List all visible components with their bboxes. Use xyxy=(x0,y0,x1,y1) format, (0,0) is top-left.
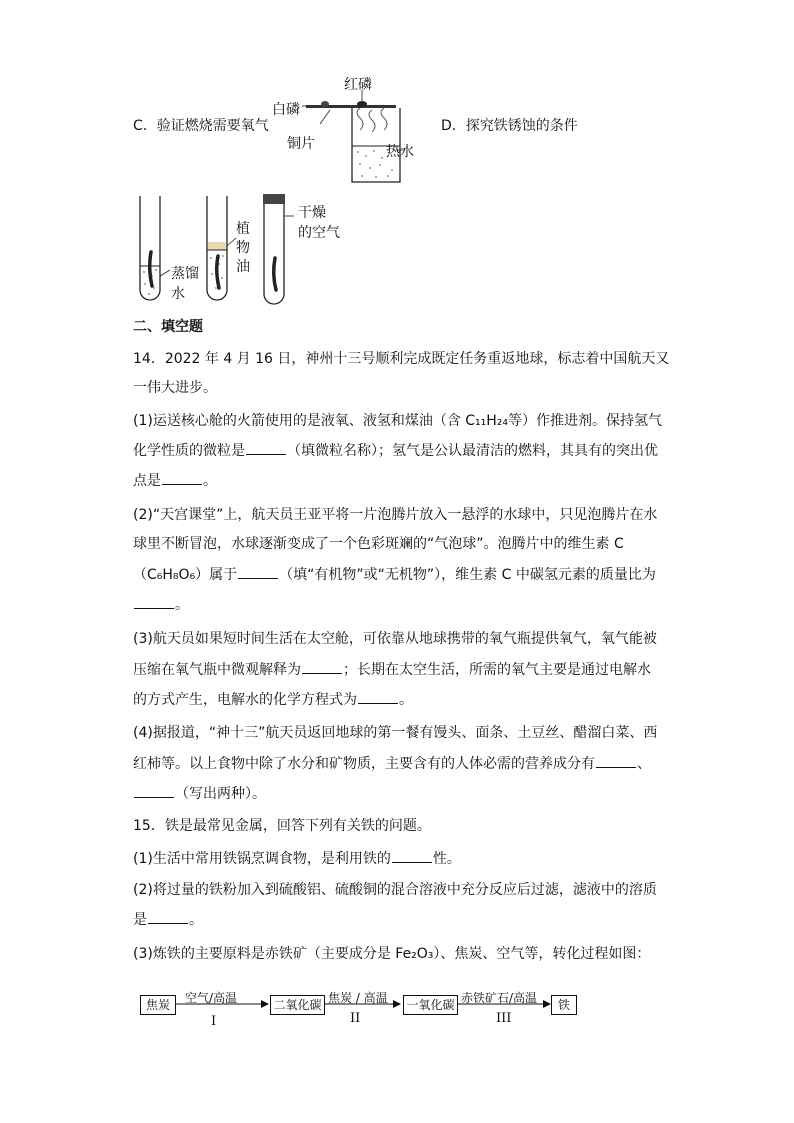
q14-part2-line4: 。 xyxy=(133,594,673,615)
step-2-label: II xyxy=(350,1011,361,1026)
white-phosphorus-label: 白磷 xyxy=(272,102,300,118)
q15-part2-line2: 是 。 xyxy=(133,909,673,930)
option-d: D．探究铁锈蚀的条件 xyxy=(441,118,578,134)
veg-oil-label-1: 植 xyxy=(236,221,250,237)
flow-box-iron: 铁 xyxy=(551,995,577,1015)
answer-blank[interactable] xyxy=(596,753,636,768)
q14-part4-line2: 红柿等。以上食物中除了水分和矿物质，主要含有的人体必需的营养成分有 、 xyxy=(133,753,673,774)
distilled-water-label-1: 蒸馏 xyxy=(171,266,199,282)
q14-part3-line2: 压缩在氧气瓶中微观解释为 ；长期在太空生活，所需的氧气主要是通过电解水 xyxy=(133,659,673,680)
red-phosphorus-label: 红磷 xyxy=(344,77,372,93)
answer-blank[interactable] xyxy=(148,909,188,924)
answer-blank[interactable] xyxy=(238,564,278,579)
step-1-label: I xyxy=(211,1014,217,1029)
q14-part1-line1: (1)运送核心舱的火箭使用的是液氧、液氢和煤油（含 C₁₁H₂₄等）作推进剂。保持氢气 xyxy=(133,413,663,429)
flow-arrow2-label: 焦炭 / 高温 xyxy=(328,991,388,1005)
flow-arrow1-label: 空气/高温 xyxy=(185,991,238,1005)
q14-part2-line3: （C₆H₈O₆）属于 （填“有机物”或“无机物”），维生素 C 中碳氢元素的质量比为 xyxy=(133,564,673,585)
section-title: 二、填空题 xyxy=(133,319,203,335)
answer-blank[interactable] xyxy=(302,659,342,674)
flow-box-coke: 焦炭 xyxy=(140,995,176,1015)
answer-blank[interactable] xyxy=(358,689,398,704)
q14-part2-line1: (2)“天宫课堂”上，航天员王亚平将一片泡腾片放入一悬浮的水球中，只见泡腾片在水 xyxy=(133,507,658,523)
dry-air-label-1: 干燥 xyxy=(298,205,326,221)
step-3-label: III xyxy=(496,1011,512,1026)
veg-oil-label-3: 油 xyxy=(236,259,250,275)
flow-box-co: 一氧化碳 xyxy=(403,995,458,1015)
beaker-figure xyxy=(300,88,410,188)
flow-arrow3-label: 赤铁矿石/高温 xyxy=(461,991,538,1005)
answer-blank[interactable] xyxy=(134,594,174,609)
answer-blank[interactable] xyxy=(392,848,432,863)
option-c: C．验证燃烧需要氧气 xyxy=(133,118,269,134)
veg-oil-label-2: 物 xyxy=(236,240,250,256)
q15-stem: 15．铁是最常见金属，回答下列有关铁的问题。 xyxy=(133,818,431,834)
q14-part4-line3: （写出两种）。 xyxy=(133,783,673,804)
answer-blank[interactable] xyxy=(134,783,174,798)
q14-stem-line1: 14．2022 年 4 月 16 日，神州十三号顺利完成既定任务重返地球，标志着中国航天又 xyxy=(133,351,670,367)
answer-blank[interactable] xyxy=(162,470,202,485)
q14-part3-line3: 的方式产生，电解水的化学方程式为 。 xyxy=(133,689,673,710)
answer-blank[interactable] xyxy=(246,440,286,455)
test-tubes-figure xyxy=(130,190,310,305)
q15-part2-line1: (2)将过量的铁粉加入到硫酸铝、硫酸铜的混合溶液中充分反应后过滤，滤液中的溶质 xyxy=(133,882,657,898)
q15-part3: (3)炼铁的主要原料是赤铁矿（主要成分是 Fe₂O₃）、焦炭、空气等，转化过程如图： xyxy=(133,946,651,962)
hot-water-label: 热水 xyxy=(386,144,414,160)
q14-stem-line2: 一伟大进步。 xyxy=(133,380,217,396)
q14-part4-line1: (4)据报道，“神十三”航天员返回地球的第一餐有馒头、面条、土豆丝、醋溜白菜、西 xyxy=(133,725,658,741)
q15-part1: (1)生活中常用铁锅烹调食物，是利用铁的 性。 xyxy=(133,848,673,869)
q14-part2-line2: 球里不断冒泡，水球逐渐变成了一个色彩斑斓的“气泡球”。泡腾片中的维生素 C xyxy=(133,536,624,552)
q14-part1-line3: 点是 。 xyxy=(133,470,673,491)
copper-sheet-label: 铜片 xyxy=(287,136,315,152)
dry-air-label-2: 的空气 xyxy=(298,225,340,241)
flow-box-co2: 二氧化碳 xyxy=(270,995,325,1015)
q14-part1-line2: 化学性质的微粒是 （填微粒名称）；氢气是公认最清洁的燃料，其具有的突出优 xyxy=(133,440,673,461)
q14-part3-line1: (3)航天员如果短时间生活在太空舱，可依靠从地球携带的氧气瓶提供氧气，氧气能被 xyxy=(133,631,657,647)
distilled-water-label-2: 水 xyxy=(171,286,185,302)
